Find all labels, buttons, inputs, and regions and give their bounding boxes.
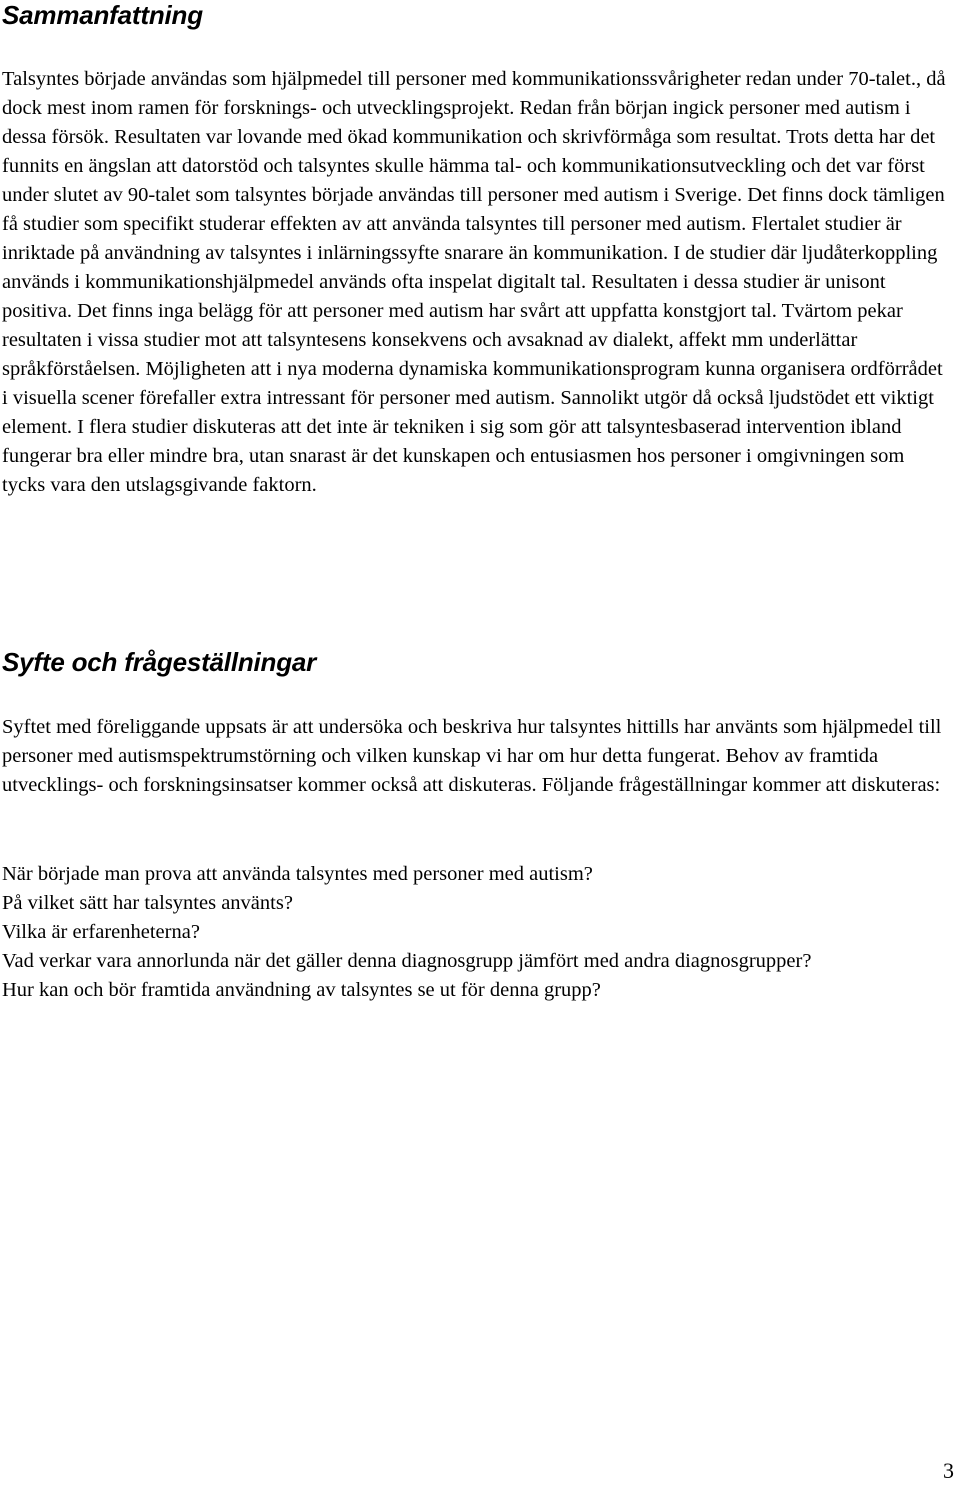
research-questions-list — [2, 860, 947, 1005]
research-question: När började man prova att använda talsyntes med personer med autism? — [2, 863, 593, 885]
purpose-paragraph: Syftet med föreliggande uppsats är att undersöka och beskriva hur talsyntes hittills har använts som hjälpmedel till personer med autismspektrumstörning och vilken kunskap vi har om hur detta fungerat. Behov av framtida utvecklings- och forskningsinsatser kommer också att diskuteras. Följande frågeställningar kommer att diskuteras: — [2, 716, 942, 796]
summary-paragraph: Talsyntes började användas som hjälpmedel till personer med kommunikationssvårigheter redan under 70-talet., då dock mest inom ramen för forsknings- och utvecklingsprojekt. Redan från början ingick personer med autism i dessa försök. Resultaten var lovande med ökad kommunikation och skrivförmåga som resultat. Trots detta har det funnits en ängslan att datorstöd och talsyntes skulle hämma tal- och kommunikationsutveckling och det var först under slutet av 90-talet som talsyntes började användas till personer med autism i Sverige. Det finns dock tämligen få studier som specifikt studerar effekten av att använda talsyntes till personer med autism. Flertalet studier är inriktade på användning av talsyntes i inlärningssyfte snarare än kommunikation. I de studier där ljudåterkoppling används i kommunikationshjälpmedel används ofta inspelat digitalt tal. Resultaten i dessa studier är unisont positiva. Det finns inga belägg för att personer med autism har svårt att uppfatta konstgjort tal. Tvärtom pekar resultaten i vissa studier mot att talsyntesens konsekvens och avsaknad av dialekt, affekt mm underlättar språkförståelsen. Möjligheten att i nya moderna dynamiska kommunikationsprogram kunna organisera ordförrådet i visuella scener förefaller extra intressant för personer med autism. Sannolikt utgör då också ljudstödet ett viktigt element. I flera studier diskuteras att det inte är tekniken i sig som gör att talsyntesbaserad intervention ibland fungerar bra eller mindre bra, utan snarast är det kunskapen och entusiasmen hos personer i omgivningen som tycks vara den utslagsgivande faktorn. — [2, 68, 946, 496]
research-question: Vad verkar vara annorlunda när det gäller denna diagnosgrupp jämfört med andra diagnosgrupper? — [2, 950, 812, 972]
research-question: På vilket sätt har talsyntes använts? — [2, 892, 293, 914]
purpose-heading: Syfte och frågeställningar — [2, 647, 317, 677]
research-question: Hur kan och bör framtida användning av talsyntes se ut för denna grupp? — [2, 979, 601, 1001]
page-number: 3 — [943, 1458, 954, 1483]
summary-heading: Sammanfattning — [2, 0, 203, 30]
research-question: Vilka är erfarenheterna? — [2, 921, 200, 943]
